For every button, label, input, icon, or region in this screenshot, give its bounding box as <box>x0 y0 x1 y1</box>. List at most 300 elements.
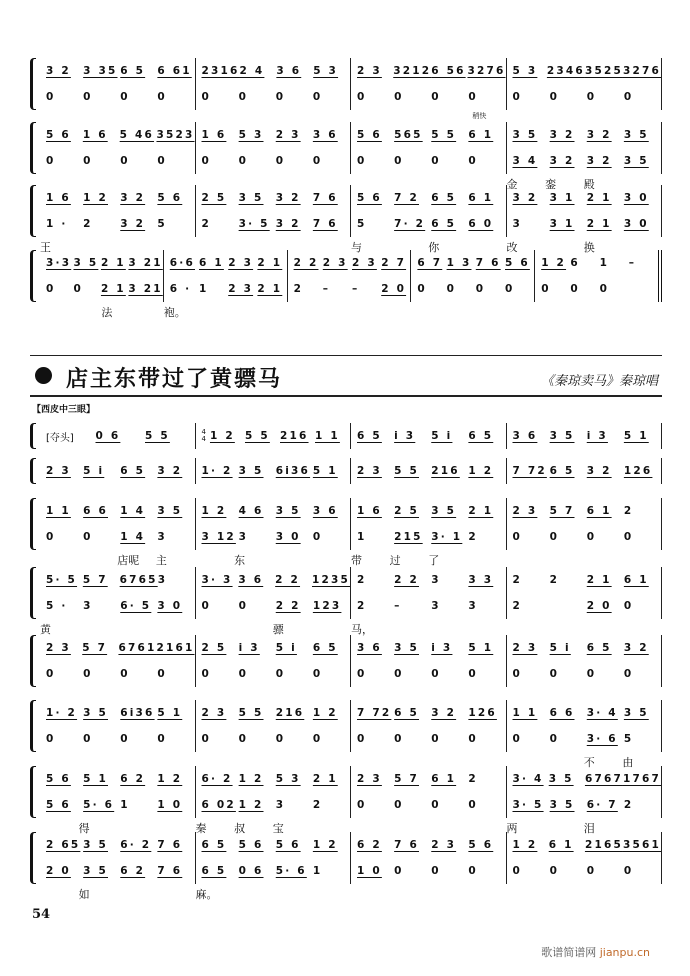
note-group: 2 1 <box>586 192 612 204</box>
measure-row <box>40 635 662 687</box>
system-brace <box>30 122 36 174</box>
lyric-syllable: 骠 <box>272 623 284 636</box>
note-group: 3 1 <box>549 218 575 230</box>
upper-voice <box>46 185 195 211</box>
note-group: 0 <box>623 668 634 680</box>
note-group: 2165 <box>584 839 623 851</box>
note-group: 5 7 <box>82 574 108 586</box>
note-group: 2 2 <box>275 600 301 612</box>
lyric-syllable: 法 <box>101 306 113 319</box>
note-group: 3 5 <box>83 865 108 877</box>
measure <box>506 635 663 687</box>
lower-voice <box>513 858 662 884</box>
system-brace <box>30 458 36 484</box>
lyric-syllable <box>132 304 163 320</box>
note-group: 6i36 <box>275 465 311 477</box>
note-group: 2 3 <box>512 642 538 654</box>
lyric-syllable <box>40 886 79 902</box>
measure <box>40 423 195 449</box>
note-group: 0 <box>549 865 560 877</box>
note-group: 3 12 <box>201 531 236 543</box>
note-group: 0 6 <box>95 430 121 442</box>
note-group: 3 6 <box>357 642 382 654</box>
note-group: 2 3 <box>275 129 301 141</box>
score-system <box>30 112 662 192</box>
note-group: 0 <box>201 600 212 612</box>
note-group: 5 6 <box>357 129 382 141</box>
note-group: 1 2 <box>468 465 494 477</box>
note-group: 0 <box>475 283 486 295</box>
score-system <box>30 185 662 255</box>
lower-voice <box>46 524 195 550</box>
lyric-syllable: 秦 <box>195 822 207 835</box>
note-group: – <box>352 283 360 295</box>
upper-voice <box>202 423 351 449</box>
note-group: 0 <box>417 283 427 295</box>
note-group: 6 · <box>169 283 192 295</box>
note-group: 216 <box>275 707 305 719</box>
measure <box>350 700 506 752</box>
lyric-syllable <box>311 886 350 902</box>
upper-voice <box>357 58 506 84</box>
note-group: 3 2 <box>120 192 146 204</box>
note-group: 0 <box>357 668 367 680</box>
note-group: 0 <box>46 283 56 295</box>
note-group: 6 02 <box>201 799 236 811</box>
lyric-syllable: 叔 <box>234 822 246 835</box>
lower-voice <box>202 148 351 174</box>
note-group: 2 2 <box>293 257 319 269</box>
note-group: 0 <box>157 668 167 680</box>
note-group: 3 0 <box>157 600 183 612</box>
note-group: 2 0 <box>46 865 71 877</box>
note-group: 0 <box>586 531 597 543</box>
watermark <box>541 944 650 960</box>
note-group: 0 <box>120 91 130 103</box>
note-group: 1 6 <box>201 129 227 141</box>
note-group: 0 <box>46 531 56 543</box>
note-group: 2 0 <box>381 283 407 295</box>
lower-voice <box>357 148 506 174</box>
measure <box>350 567 506 636</box>
upper-voice <box>357 185 506 211</box>
upper-voice <box>513 766 662 792</box>
note-group: 5 6 <box>468 839 494 851</box>
system-brace <box>30 832 36 884</box>
note-group: 2 3 <box>357 773 382 785</box>
score-system <box>30 832 662 902</box>
note-group: 2 1 <box>257 283 283 295</box>
note-group: 0 <box>468 91 478 103</box>
note-group: 6 1 <box>468 129 494 141</box>
lyric-syllable: 由 <box>622 756 634 769</box>
note-group: 3 6 <box>276 65 302 77</box>
note-group: 3 5 <box>157 505 183 517</box>
note-group: 6 5 <box>201 865 227 877</box>
note-group: 0 <box>468 799 478 811</box>
measure <box>350 766 506 818</box>
lyric-syllable <box>195 304 226 320</box>
measure <box>195 423 351 449</box>
note-group: 216 <box>280 430 309 442</box>
note-group: 3 2 <box>623 642 649 654</box>
lyrics-line <box>196 886 351 902</box>
note-group: 2 <box>293 283 304 295</box>
note-group: 6 5 <box>357 430 382 442</box>
lyric-syllable <box>40 304 71 320</box>
note-group: 3 2 <box>431 707 457 719</box>
note-group: 3 <box>157 574 168 586</box>
note-group: 2 1 <box>100 257 126 269</box>
note-group: 0 <box>157 91 167 103</box>
upper-voice <box>202 766 351 792</box>
note-group: 0 <box>512 668 523 680</box>
lyric-syllable: 銮 <box>545 178 557 191</box>
lyric-syllable <box>156 886 195 902</box>
note-group: 0 <box>512 531 523 543</box>
note-group: 2161 <box>156 642 195 654</box>
upper-voice <box>46 458 195 484</box>
measure-row <box>40 766 662 835</box>
note-group: i 3 <box>586 430 608 442</box>
note-group: 3 2 <box>46 65 71 77</box>
note-group: 1 6 <box>357 505 382 517</box>
measure <box>195 567 351 636</box>
lower-voice <box>202 661 351 687</box>
note-group: 6 2 <box>120 865 146 877</box>
note-group: 2 1 <box>312 773 338 785</box>
note-group: 3 <box>512 218 523 230</box>
note-group: 2 1 <box>257 257 283 269</box>
note-group: 5 5 <box>145 430 170 442</box>
note-group: 1 2 <box>201 505 227 517</box>
measure-row <box>40 423 662 449</box>
note-group: 1235 <box>311 574 351 586</box>
lower-voice <box>357 524 506 550</box>
note-group: 0 <box>201 91 212 103</box>
note-group: 5 46 <box>119 129 155 141</box>
note-group: 1 0 <box>357 865 382 877</box>
lyric-syllable: 两 <box>506 822 518 835</box>
note-group: 1 2 <box>541 257 567 269</box>
note-group: 0 <box>238 668 249 680</box>
lower-voice <box>46 276 163 302</box>
upper-voice <box>513 832 662 858</box>
lyrics-line <box>164 304 287 320</box>
upper-voice <box>357 766 506 792</box>
lyric-syllable: 殿 <box>583 178 595 191</box>
note-group: 0 <box>275 155 286 167</box>
note-group: 1 2 <box>312 839 338 851</box>
upper-voice <box>294 250 411 276</box>
note-group: 0 <box>83 668 93 680</box>
upper-voice <box>46 498 195 524</box>
note-group: 0 <box>623 865 634 877</box>
note-group: 0 <box>201 733 212 745</box>
note-group: – <box>322 283 331 295</box>
note-group: 3 5 <box>623 707 649 719</box>
note-group: 3 <box>238 531 249 543</box>
lyric-syllable: 如 <box>78 888 90 901</box>
measure <box>506 458 663 484</box>
note-group: 6 5 <box>468 430 494 442</box>
lyric-syllable <box>40 552 79 568</box>
lyric-syllable <box>225 304 256 320</box>
measure <box>350 832 506 884</box>
note-group: 3 5 <box>73 257 99 269</box>
note-group: 5 i <box>431 430 453 442</box>
note-group: 0 <box>623 531 634 543</box>
upper-voice <box>513 635 662 661</box>
note-group: 3 2 <box>549 155 575 167</box>
lyric-syllable: 麻。 <box>195 888 218 901</box>
measure <box>195 122 351 174</box>
lower-voice <box>513 211 662 237</box>
measure <box>40 832 195 901</box>
note-group: 0 <box>586 865 597 877</box>
score-system <box>30 766 662 836</box>
note-group: 1 <box>120 799 130 811</box>
note-group: 0 <box>431 155 441 167</box>
lower-voice <box>46 792 195 818</box>
upper-voice <box>513 58 662 84</box>
note-group: i 3 <box>394 430 416 442</box>
note-group: 2 3 <box>512 505 538 517</box>
measure <box>40 635 195 687</box>
note-group: 0 <box>312 733 323 745</box>
lyric-syllable <box>467 552 506 568</box>
measure <box>350 423 506 449</box>
note-group: 0 <box>446 283 457 295</box>
note-group: 1 1 <box>512 707 538 719</box>
note-group: 5 6 <box>157 192 183 204</box>
note-group: 6 5 <box>312 642 338 654</box>
note-group: 5 i <box>549 642 571 654</box>
note-group: 0 <box>46 155 56 167</box>
note-group: 0 <box>431 799 441 811</box>
note-group: 5· 6 <box>83 799 115 811</box>
measure <box>195 58 351 110</box>
upper-voice <box>357 700 506 726</box>
note-group: 3· 5 <box>238 218 270 230</box>
measure <box>506 185 663 254</box>
note-group: 0 <box>46 733 56 745</box>
note-group: 0 <box>46 91 56 103</box>
upper-voice <box>357 498 506 524</box>
note-group: 5 3 <box>512 65 538 77</box>
note-group: 2 <box>201 218 212 230</box>
note-group: 0 <box>394 91 404 103</box>
note-group: 2 5 <box>201 642 227 654</box>
note-group: 2 1 <box>586 218 612 230</box>
note-group: 2 <box>549 574 560 586</box>
note-group: 3 5 <box>238 465 264 477</box>
note-group: 0 <box>238 155 249 167</box>
note-group: 7 6 <box>475 257 501 269</box>
upper-voice <box>357 635 506 661</box>
note-group: 3 5 <box>431 505 457 517</box>
note-group: 6 5 <box>120 465 146 477</box>
note-group: 0 <box>275 668 286 680</box>
note-group: 0 <box>512 91 523 103</box>
lower-voice <box>202 524 351 550</box>
measure <box>195 185 351 237</box>
lyrics-line <box>40 304 163 320</box>
system-brace <box>30 498 36 550</box>
measure-row <box>40 498 662 567</box>
note-group: 1 2 <box>312 707 338 719</box>
note-group: 0 <box>394 733 404 745</box>
note-group: 6 61 <box>157 65 192 77</box>
upper-voice <box>202 635 351 661</box>
note-group: 6 5 <box>394 707 419 719</box>
note-group: 0 <box>468 865 478 877</box>
lower-voice <box>202 858 351 884</box>
note-group: 2 5 <box>394 505 419 517</box>
upper-voice <box>541 250 658 276</box>
note-group: 0 <box>623 600 634 612</box>
lyrics-line <box>196 552 351 568</box>
lower-voice <box>46 858 195 884</box>
measure <box>350 122 506 174</box>
note-group: 1 2 <box>238 799 264 811</box>
note-group: 3 <box>157 531 167 543</box>
lower-voice <box>202 211 351 237</box>
note-group: 0 <box>549 91 560 103</box>
note-group: 7 6 <box>157 839 183 851</box>
lower-voice <box>513 792 662 818</box>
note-group: 6761 <box>118 642 157 654</box>
lower-voice <box>541 276 658 302</box>
note-group: 2346 <box>546 65 585 77</box>
note-group: 3· 4 <box>512 773 544 785</box>
note-group: 3· 5 <box>512 799 544 811</box>
note-group: 3 5 <box>549 430 575 442</box>
note-group: 3 2 <box>120 218 146 230</box>
upper-voice <box>202 567 351 593</box>
note-group: 3 5 <box>549 799 575 811</box>
lower-voice <box>46 593 195 619</box>
lower-voice <box>357 84 506 110</box>
note-group: 2 <box>623 799 634 811</box>
note-group: 5 5 <box>244 430 270 442</box>
note-group: 1 6 <box>82 129 108 141</box>
note-group: 2 <box>623 505 634 517</box>
measure <box>506 423 663 449</box>
lower-voice <box>170 276 287 302</box>
note-group: 0 <box>83 155 93 167</box>
upper-voice <box>46 766 195 792</box>
note-group: 0 <box>549 733 560 745</box>
note-group: 0 <box>312 155 323 167</box>
note-group: 3 2 <box>586 465 612 477</box>
upper-voice <box>357 423 506 449</box>
lyric-syllable <box>117 886 156 902</box>
note-group: 6 5 <box>586 642 612 654</box>
note-group: 2 3 <box>228 283 254 295</box>
note-group: 3 6 <box>512 430 538 442</box>
note-group: 6767 <box>584 773 623 785</box>
lyric-syllable: 不 <box>583 756 595 769</box>
note-group: 3 <box>275 799 286 811</box>
note-group: 0 <box>357 91 367 103</box>
note-group: 5 5 <box>431 129 457 141</box>
note-group: 0 <box>394 799 404 811</box>
lyric-syllable <box>79 552 118 568</box>
system-brace <box>30 635 36 687</box>
note-group: 6 56 <box>431 65 466 77</box>
note-group: 2 <box>83 218 93 230</box>
note-group: 5 1 <box>623 430 649 442</box>
note-group: 5 1 <box>468 642 494 654</box>
note-group: 0 <box>549 668 560 680</box>
upper-voice <box>202 458 351 484</box>
upper-voice <box>357 458 506 484</box>
note-group: 2 3 <box>228 257 254 269</box>
note-group: 3· 3 <box>201 574 233 586</box>
note-group: 6· 2 <box>201 773 233 785</box>
intro-label: [夺头] <box>46 432 74 444</box>
note-group: 2 3 <box>201 707 227 719</box>
note-group: 5· 5 <box>46 574 78 586</box>
note-group: 2 4 <box>239 65 265 77</box>
note-group: 5 i <box>83 465 105 477</box>
note-group: i 3 <box>431 642 453 654</box>
lyric-syllable: 王 <box>40 241 51 254</box>
lyric-syllable: 带 <box>351 554 362 567</box>
measure <box>40 185 195 254</box>
note-group: 0 <box>46 668 56 680</box>
note-group: 0 <box>468 155 478 167</box>
note-group: 6 0 <box>468 218 494 230</box>
note-group: 3 3 <box>468 574 494 586</box>
page-number: 54 <box>32 907 51 922</box>
note-group: 7· 2 <box>394 218 426 230</box>
note-group: 0 <box>468 733 478 745</box>
note-group: 5 1 <box>157 707 183 719</box>
lyric-syllable: 换 <box>583 241 595 254</box>
note-group: 7 6 <box>394 839 419 851</box>
note-group: 3 <box>431 574 441 586</box>
note-group: 2 <box>468 773 478 785</box>
note-group: 0 <box>394 155 404 167</box>
note-group: 2 65 <box>46 839 81 851</box>
lyrics-line <box>40 552 195 568</box>
note-group: 3276 <box>622 65 661 77</box>
note-group: 6 1 <box>586 505 612 517</box>
note-group: 3 5 <box>512 129 538 141</box>
note-group: 5 7 <box>549 505 575 517</box>
note-group: 3 5 <box>83 707 108 719</box>
lyric-syllable: 泪 <box>583 822 595 835</box>
note-group: 2 5 <box>201 192 227 204</box>
measure-row <box>40 58 662 110</box>
measure <box>40 700 195 752</box>
note-group: 6 1 <box>623 574 649 586</box>
tempo-mark: 【西皮中三眼】 <box>32 405 96 415</box>
note-group: 6 5 <box>201 839 227 851</box>
song-source: 《秦琼卖马》秦琼唱 <box>540 374 658 389</box>
note-group: 0 <box>73 283 83 295</box>
note-group: 3 2 <box>275 218 301 230</box>
measure <box>350 458 506 484</box>
upper-voice <box>202 832 351 858</box>
note-group: 3212 <box>393 65 432 77</box>
upper-voice <box>513 185 662 211</box>
measure-row <box>40 700 662 769</box>
lower-voice <box>202 84 351 110</box>
note-group: 6765 <box>119 574 158 586</box>
